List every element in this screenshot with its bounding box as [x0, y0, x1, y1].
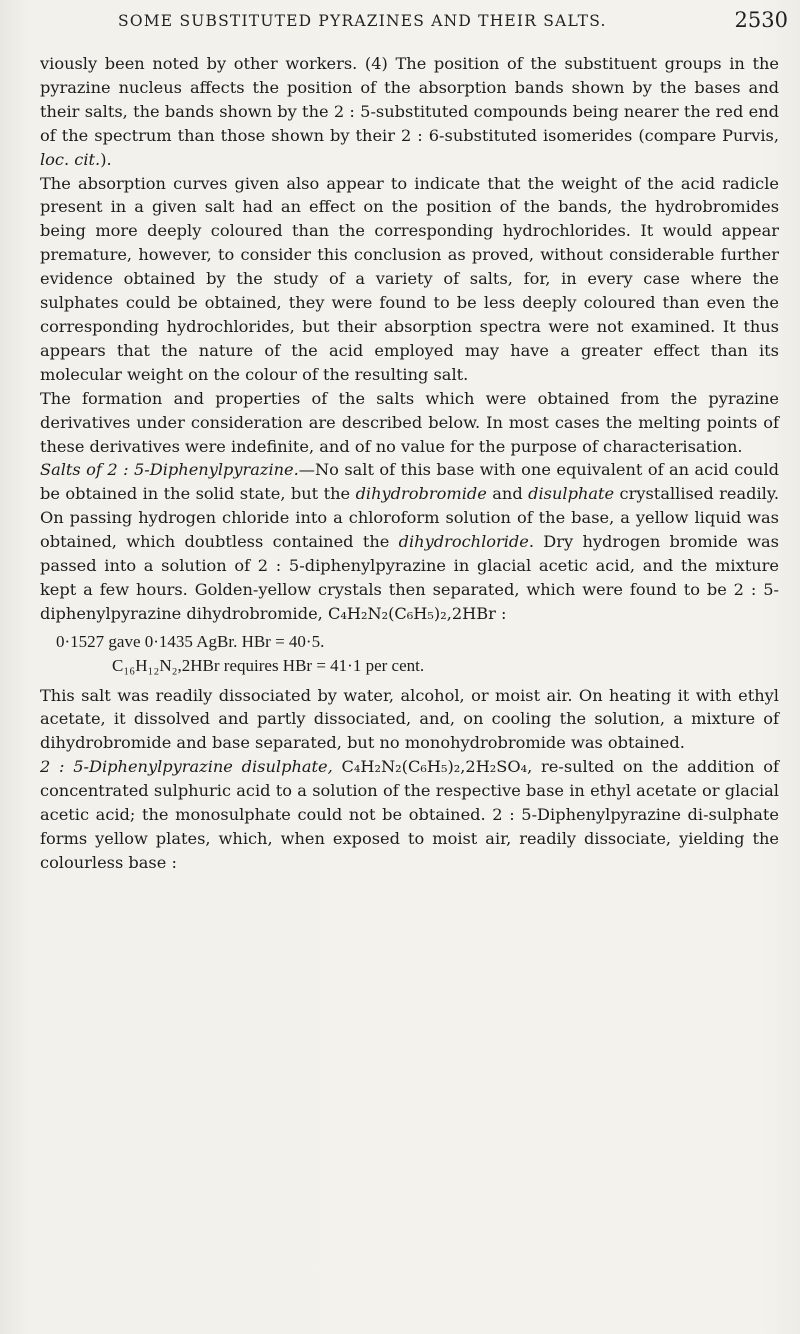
- paragraph-1: viously been noted by other workers. (4) The position of the substituent groups in the pyrazine nucleus affects the position of the absorption bands shown by the bases and their salts, the bands shown by the 2 : 5-substituted compounds being nearer the red end of the spectrum than those shown by their 2 : 6-substituted isomerides (compare Purvis, loc. cit.).: [40, 54, 779, 169]
- analysis-result: [56, 630, 779, 678]
- page-number: 2530: [734, 8, 788, 32]
- running-head: SOME SUBSTITUTED PYRAZINES AND THEIR SALTS.: [118, 12, 607, 30]
- analysis-required: C₁₆H₁₂N₂,2HBr requires HBr = 41·1 per cent.: [112, 655, 425, 675]
- paragraph-4: Salts of 2 : 5-Diphenylpyrazine.—No salt of this base with one equivalent of an acid could be obtained in the solid state, but the dihydrobromide and disulphate crystallised readily. On passing hydrogen chloride into a chloroform solution of the base, a yellow liquid was obtained, which doubtless contained the dihydrochloride. Dry hydrogen bromide was passed into a solution of 2 : 5-diphenylpyrazine in glacial acetic acid, and the mixture kept a few hours. Golden-yellow crystals then separated, which were found to be 2 : 5-diphenylpyrazine dihydrobromide, C₄H₂N₂(C₆H₅)₂,2HBr :: [40, 460, 780, 623]
- paragraph-5: This salt was readily dissociated by water, alcohol, or moist air. On heating it with ethyl acetate, it dissolved and partly dissociated, and, on cooling the solution, a mixture of dihydrobromide and base separated, but no monohydrobromide was obtained.: [40, 685, 779, 753]
- paragraph-2: The absorption curves given also appear to indicate that the weight of the acid radicle present in a given salt had an effect on the position of the bands, the hydrobromides being more deeply coloured than the corresponding hydrochlorides. It would appear premature, however, to consider this conclusion as proved, without considerable further evidence obtained by the study of a variety of salts, for, in every case where the sulphates could be obtained, they were found to be less deeply coloured than even the corresponding hydrochlorides, but their absorption spectra were not examined. It thus appears that the nature of the acid employed may have a greater effect than its molecular weight on the colour of the resulting salt.: [40, 173, 779, 384]
- page-header: [118, 8, 798, 48]
- body-text: [40, 52, 779, 875]
- section-lead: 2 : 5-Diphenylpyrazine disulphate,: [40, 757, 333, 777]
- paragraph-6: 2 : 5-Diphenylpyrazine disulphate, C₄H₂N₂(C₆H₅)₂,2H₂SO₄, re-sulted on the addition of concentrated sulphuric acid to a solution of the respective base in ethyl acetate or glacial acetic acid; the monosulphate could not be obtained. 2 : 5-Diphenylpyrazine di-sulphate forms yellow plates, which, when exposed to moist air, readily dissociate, yielding the colourless base :: [40, 757, 779, 872]
- analysis-found: 0·1527 gave 0·1435 AgBr. HBr = 40·5.: [56, 631, 325, 651]
- paragraph-3: The formation and properties of the salts which were obtained from the pyrazine derivatives under consideration are described below. In most cases the melting points of these derivatives were indefinite, and of no value for the purpose of characterisation.: [40, 388, 779, 456]
- section-lead: Salts of 2 : 5-Diphenylpyrazine.: [40, 460, 299, 480]
